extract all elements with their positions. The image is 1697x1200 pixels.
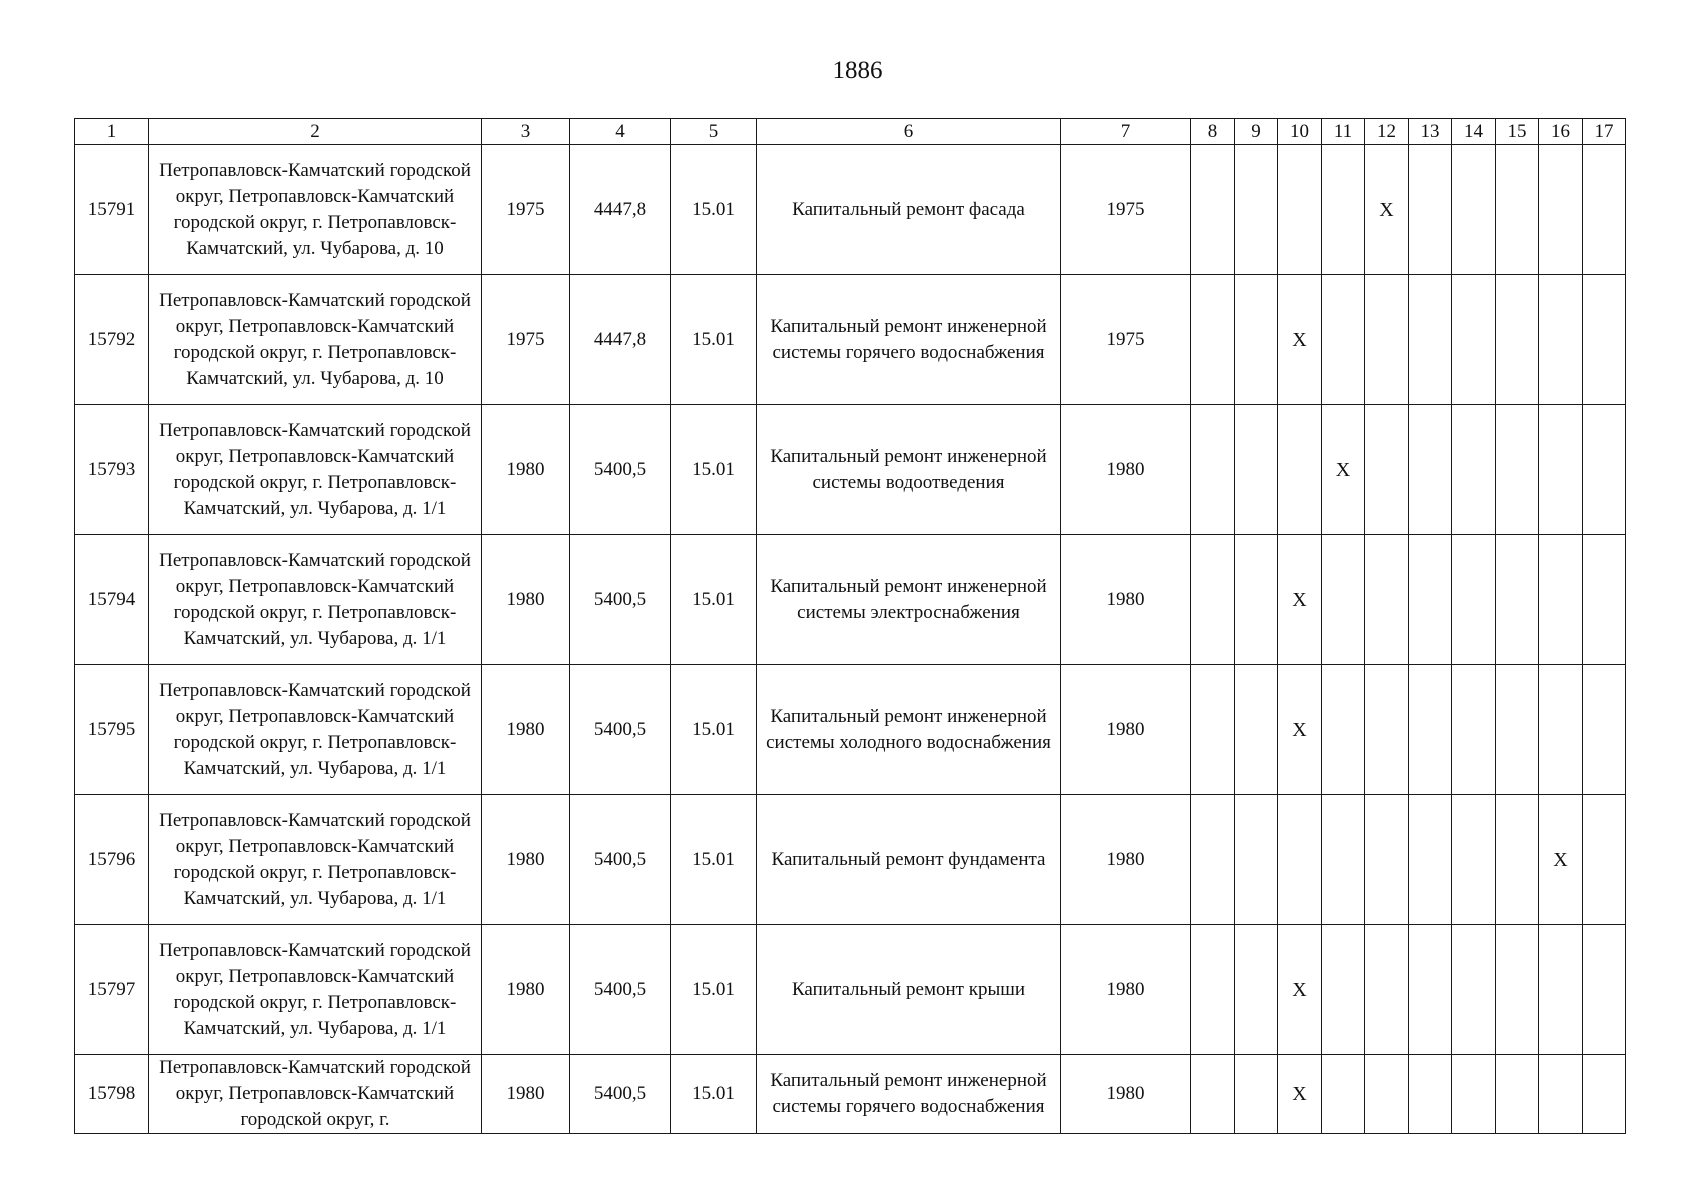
- column-header: 16: [1539, 119, 1583, 145]
- mark-cell-14: [1452, 795, 1496, 925]
- code-cell: 15.01: [671, 665, 757, 795]
- table-row: [75, 665, 1626, 795]
- column-header: 7: [1061, 119, 1191, 145]
- mark-cell-15: [1496, 405, 1539, 535]
- mark-cell-17: [1583, 405, 1626, 535]
- mark-cell-9: [1235, 665, 1278, 795]
- table-row: [75, 535, 1626, 665]
- area-cell: 4447,8: [570, 275, 671, 405]
- row-number-cell: 15794: [75, 535, 149, 665]
- column-header: 17: [1583, 119, 1626, 145]
- build-year-cell: 1980: [482, 1055, 570, 1134]
- mark-cell-12: [1365, 795, 1409, 925]
- work-type-cell: Капитальный ремонт инженерной системы горячего водоснабжения: [757, 1055, 1061, 1134]
- mark-cell-11: X: [1322, 405, 1365, 535]
- column-header: 15: [1496, 119, 1539, 145]
- address-cell: Петропавловск-Камчатский городской округ, Петропавловск-Камчатский городской округ, г. Петропавловск-Камчатский, ул. Чубарова, д. 1/1: [149, 665, 482, 795]
- column-header: 4: [570, 119, 671, 145]
- mark-cell-11: [1322, 535, 1365, 665]
- area-cell: 5400,5: [570, 925, 671, 1055]
- mark-cell-16: [1539, 405, 1583, 535]
- row-number-cell: 15792: [75, 275, 149, 405]
- column-header: 11: [1322, 119, 1365, 145]
- year-cell: 1980: [1061, 405, 1191, 535]
- mark-cell-11: [1322, 925, 1365, 1055]
- mark-cell-13: [1409, 535, 1452, 665]
- area-cell: 5400,5: [570, 665, 671, 795]
- address-cell: Петропавловск-Камчатский городской округ, Петропавловск-Камчатский городской округ, г.: [149, 1055, 482, 1134]
- work-type-cell: Капитальный ремонт инженерной системы водоотведения: [757, 405, 1061, 535]
- mark-cell-17: [1583, 795, 1626, 925]
- area-cell: 5400,5: [570, 405, 671, 535]
- work-type-cell: Капитальный ремонт инженерной системы электроснабжения: [757, 535, 1061, 665]
- code-cell: 15.01: [671, 145, 757, 275]
- mark-cell-13: [1409, 145, 1452, 275]
- mark-cell-14: [1452, 405, 1496, 535]
- mark-cell-17: [1583, 665, 1626, 795]
- mark-cell-12: [1365, 405, 1409, 535]
- mark-cell-14: [1452, 145, 1496, 275]
- row-number-cell: 15791: [75, 145, 149, 275]
- build-year-cell: 1975: [482, 145, 570, 275]
- mark-cell-13: [1409, 1055, 1452, 1134]
- mark-cell-14: [1452, 535, 1496, 665]
- mark-cell-14: [1452, 1055, 1496, 1134]
- mark-cell-9: [1235, 925, 1278, 1055]
- mark-cell-12: [1365, 535, 1409, 665]
- area-cell: 5400,5: [570, 1055, 671, 1134]
- code-cell: 15.01: [671, 795, 757, 925]
- year-cell: 1980: [1061, 925, 1191, 1055]
- mark-cell-16: [1539, 535, 1583, 665]
- code-cell: 15.01: [671, 1055, 757, 1134]
- mark-cell-12: X: [1365, 145, 1409, 275]
- mark-cell-11: [1322, 275, 1365, 405]
- capital-repair-table: [74, 118, 1626, 1134]
- code-cell: 15.01: [671, 925, 757, 1055]
- column-header: 10: [1278, 119, 1322, 145]
- address-cell: Петропавловск-Камчатский городской округ, Петропавловск-Камчатский городской округ, г. Петропавловск-Камчатский, ул. Чубарова, д. 1/1: [149, 405, 482, 535]
- build-year-cell: 1980: [482, 925, 570, 1055]
- mark-cell-15: [1496, 275, 1539, 405]
- address-cell: Петропавловск-Камчатский городской округ, Петропавловск-Камчатский городской округ, г. Петропавловск-Камчатский, ул. Чубарова, д. 10: [149, 275, 482, 405]
- address-cell: Петропавловск-Камчатский городской округ, Петропавловск-Камчатский городской округ, г. Петропавловск-Камчатский, ул. Чубарова, д. 1/1: [149, 795, 482, 925]
- mark-cell-12: [1365, 925, 1409, 1055]
- mark-cell-13: [1409, 275, 1452, 405]
- year-cell: 1980: [1061, 535, 1191, 665]
- mark-cell-8: [1191, 275, 1235, 405]
- column-header: 6: [757, 119, 1061, 145]
- build-year-cell: 1980: [482, 665, 570, 795]
- work-type-cell: Капитальный ремонт инженерной системы холодного водоснабжения: [757, 665, 1061, 795]
- mark-cell-15: [1496, 145, 1539, 275]
- mark-cell-10: X: [1278, 1055, 1322, 1134]
- build-year-cell: 1975: [482, 275, 570, 405]
- row-number-cell: 15795: [75, 665, 149, 795]
- row-number-cell: 15797: [75, 925, 149, 1055]
- mark-cell-8: [1191, 925, 1235, 1055]
- row-number-cell: 15796: [75, 795, 149, 925]
- mark-cell-11: [1322, 1055, 1365, 1134]
- mark-cell-8: [1191, 405, 1235, 535]
- column-number-row: [75, 119, 1626, 145]
- mark-cell-13: [1409, 405, 1452, 535]
- mark-cell-15: [1496, 665, 1539, 795]
- build-year-cell: 1980: [482, 795, 570, 925]
- mark-cell-14: [1452, 275, 1496, 405]
- mark-cell-15: [1496, 795, 1539, 925]
- mark-cell-9: [1235, 795, 1278, 925]
- code-cell: 15.01: [671, 535, 757, 665]
- row-number-cell: 15793: [75, 405, 149, 535]
- mark-cell-9: [1235, 405, 1278, 535]
- mark-cell-9: [1235, 1055, 1278, 1134]
- mark-cell-10: [1278, 145, 1322, 275]
- table-row: [75, 275, 1626, 405]
- mark-cell-17: [1583, 535, 1626, 665]
- mark-cell-11: [1322, 795, 1365, 925]
- address-cell: Петропавловск-Камчатский городской округ, Петропавловск-Камчатский городской округ, г. Петропавловск-Камчатский, ул. Чубарова, д. 1/1: [149, 535, 482, 665]
- mark-cell-16: [1539, 275, 1583, 405]
- mark-cell-10: X: [1278, 925, 1322, 1055]
- mark-cell-8: [1191, 535, 1235, 665]
- mark-cell-12: [1365, 275, 1409, 405]
- column-header: 14: [1452, 119, 1496, 145]
- mark-cell-13: [1409, 665, 1452, 795]
- column-header: 9: [1235, 119, 1278, 145]
- page-number: 1886: [832, 57, 883, 84]
- year-cell: 1980: [1061, 795, 1191, 925]
- mark-cell-10: [1278, 795, 1322, 925]
- mark-cell-14: [1452, 925, 1496, 1055]
- table-body: [75, 145, 1626, 1134]
- mark-cell-13: [1409, 795, 1452, 925]
- mark-cell-16: X: [1539, 795, 1583, 925]
- year-cell: 1980: [1061, 665, 1191, 795]
- code-cell: 15.01: [671, 275, 757, 405]
- address-cell: Петропавловск-Камчатский городской округ, Петропавловск-Камчатский городской округ, г. Петропавловск-Камчатский, ул. Чубарова, д. 10: [149, 145, 482, 275]
- mark-cell-16: [1539, 145, 1583, 275]
- work-type-cell: Капитальный ремонт фасада: [757, 145, 1061, 275]
- mark-cell-9: [1235, 145, 1278, 275]
- mark-cell-8: [1191, 145, 1235, 275]
- mark-cell-8: [1191, 1055, 1235, 1134]
- mark-cell-16: [1539, 925, 1583, 1055]
- mark-cell-10: [1278, 405, 1322, 535]
- year-cell: 1980: [1061, 1055, 1191, 1134]
- area-cell: 4447,8: [570, 145, 671, 275]
- year-cell: 1975: [1061, 275, 1191, 405]
- mark-cell-9: [1235, 535, 1278, 665]
- table-row: [75, 1055, 1626, 1134]
- mark-cell-15: [1496, 535, 1539, 665]
- mark-cell-8: [1191, 795, 1235, 925]
- work-type-cell: Капитальный ремонт инженерной системы горячего водоснабжения: [757, 275, 1061, 405]
- mark-cell-12: [1365, 1055, 1409, 1134]
- mark-cell-17: [1583, 1055, 1626, 1134]
- column-header: 2: [149, 119, 482, 145]
- mark-cell-9: [1235, 275, 1278, 405]
- table-row: [75, 795, 1626, 925]
- column-header: 3: [482, 119, 570, 145]
- column-header: 13: [1409, 119, 1452, 145]
- mark-cell-13: [1409, 925, 1452, 1055]
- mark-cell-16: [1539, 1055, 1583, 1134]
- address-cell: Петропавловск-Камчатский городской округ, Петропавловск-Камчатский городской округ, г. Петропавловск-Камчатский, ул. Чубарова, д. 1/1: [149, 925, 482, 1055]
- year-cell: 1975: [1061, 145, 1191, 275]
- row-number-cell: 15798: [75, 1055, 149, 1134]
- mark-cell-8: [1191, 665, 1235, 795]
- table-row: [75, 145, 1626, 275]
- mark-cell-11: [1322, 665, 1365, 795]
- table-row: [75, 925, 1626, 1055]
- mark-cell-14: [1452, 665, 1496, 795]
- mark-cell-16: [1539, 665, 1583, 795]
- mark-cell-12: [1365, 665, 1409, 795]
- mark-cell-17: [1583, 925, 1626, 1055]
- area-cell: 5400,5: [570, 535, 671, 665]
- column-header: 8: [1191, 119, 1235, 145]
- area-cell: 5400,5: [570, 795, 671, 925]
- mark-cell-10: X: [1278, 535, 1322, 665]
- mark-cell-17: [1583, 145, 1626, 275]
- mark-cell-10: X: [1278, 275, 1322, 405]
- column-header: 1: [75, 119, 149, 145]
- mark-cell-15: [1496, 1055, 1539, 1134]
- mark-cell-10: X: [1278, 665, 1322, 795]
- column-header: 12: [1365, 119, 1409, 145]
- work-type-cell: Капитальный ремонт крыши: [757, 925, 1061, 1055]
- mark-cell-17: [1583, 275, 1626, 405]
- build-year-cell: 1980: [482, 535, 570, 665]
- table-row: [75, 405, 1626, 535]
- work-type-cell: Капитальный ремонт фундамента: [757, 795, 1061, 925]
- build-year-cell: 1980: [482, 405, 570, 535]
- mark-cell-15: [1496, 925, 1539, 1055]
- mark-cell-11: [1322, 145, 1365, 275]
- column-header: 5: [671, 119, 757, 145]
- code-cell: 15.01: [671, 405, 757, 535]
